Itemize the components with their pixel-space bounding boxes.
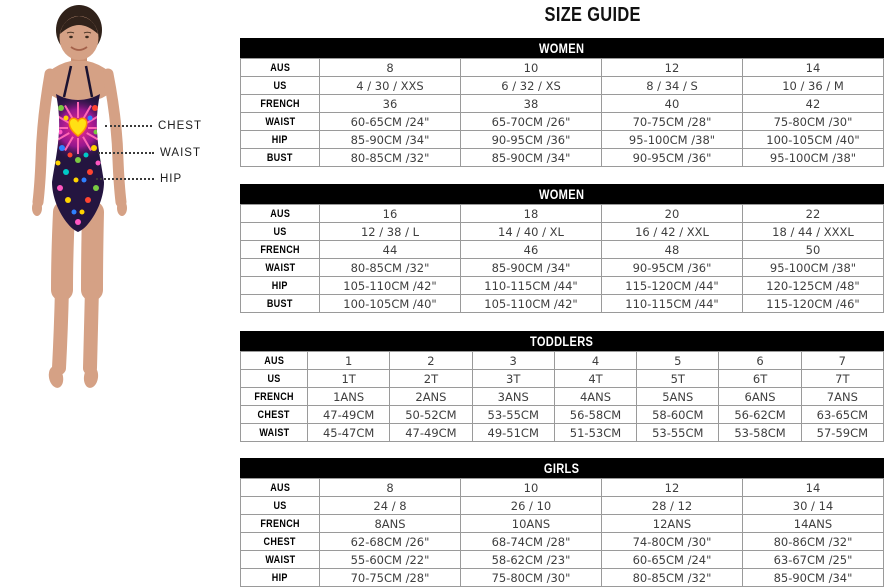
measure-label-waist [98,146,201,160]
size-cell: 65-70CM /26" [461,113,602,131]
table-row [241,406,884,424]
size-cell: 20 [602,205,743,223]
table-row [241,295,884,313]
size-cell: 56-62CM [719,406,801,424]
size-cell: 4T [554,370,636,388]
table-title-bar [240,458,884,478]
row-label: WAIST [241,424,308,442]
size-cell: 8 [320,479,461,497]
size-cell: 75-80CM /30" [461,569,602,587]
row-label: US [241,223,320,241]
table-row [241,77,884,95]
size-cell: 36 [320,95,461,113]
size-cell: 4 / 30 / XXS [320,77,461,95]
table-row [241,370,884,388]
row-label: HIP [241,131,320,149]
size-cell: 100-105CM /40" [743,131,884,149]
table-row [241,277,884,295]
row-label: AUS [241,479,320,497]
table-row [241,59,884,77]
size-cell: 80-86CM /32" [743,533,884,551]
size-cell: 12 [602,479,743,497]
measure-label-hip [96,172,182,186]
row-label: AUS [241,59,320,77]
size-cell: 95-100CM /38" [743,149,884,167]
model-photo [0,0,240,400]
size-cell: 105-110CM /42" [461,295,602,313]
size-cell: 4 [554,352,636,370]
size-cell: 4ANS [554,388,636,406]
size-cell: 7ANS [801,388,883,406]
size-table-women-2 [240,184,884,313]
size-cell: 85-90CM /34" [461,149,602,167]
size-cell: 115-120CM /44" [602,277,743,295]
waist-leader-line [98,152,154,154]
size-cell: 6 [719,352,801,370]
size-cell: 1ANS [308,388,390,406]
size-cell: 63-67CM /25" [743,551,884,569]
table-row [241,388,884,406]
size-cell: 1T [308,370,390,388]
row-label: FRENCH [241,95,320,113]
row-label: AUS [241,205,320,223]
size-table-women-1 [240,38,884,167]
size-cell: 10 / 36 / M [743,77,884,95]
size-grid [240,58,884,167]
size-cell: 24 / 8 [320,497,461,515]
size-cell: 6 / 32 / XS [461,77,602,95]
table-row [241,533,884,551]
size-cell: 47-49CM [308,406,390,424]
row-label: CHEST [241,406,308,424]
size-grid [240,351,884,442]
table-row [241,113,884,131]
row-label: HIP [241,569,320,587]
size-cell: 3 [472,352,554,370]
table-row [241,205,884,223]
size-cell: 40 [602,95,743,113]
measure-label-chest [105,119,202,133]
row-label: BUST [241,295,320,313]
row-label: WAIST [241,113,320,131]
hip-leader-line [96,178,154,180]
size-cell: 90-95CM /36" [461,131,602,149]
table-row [241,95,884,113]
size-cell: 22 [743,205,884,223]
table-title: GIRLS [544,460,580,476]
row-label: FRENCH [241,515,320,533]
size-cell: 6T [719,370,801,388]
size-cell: 80-85CM /32" [320,259,461,277]
size-cell: 30 / 14 [743,497,884,515]
size-cell: 18 / 44 / XXXL [743,223,884,241]
size-cell: 18 [461,205,602,223]
size-cell: 8 [320,59,461,77]
model-head [56,5,102,60]
size-cell: 100-105CM /40" [320,295,461,313]
table-title: TODDLERS [530,333,594,349]
size-cell: 1 [308,352,390,370]
size-cell: 53-58CM [719,424,801,442]
size-cell: 110-115CM /44" [461,277,602,295]
size-cell: 8ANS [320,515,461,533]
size-cell: 16 / 42 / XXL [602,223,743,241]
size-cell: 14 / 40 / XL [461,223,602,241]
table-row [241,352,884,370]
size-cell: 38 [461,95,602,113]
size-cell: 70-75CM /28" [320,569,461,587]
size-cell: 6ANS [719,388,801,406]
table-row [241,149,884,167]
size-cell: 10 [461,479,602,497]
size-cell: 47-49CM [390,424,472,442]
size-cell: 26 / 10 [461,497,602,515]
size-cell: 80-85CM /32" [602,569,743,587]
size-cell: 42 [743,95,884,113]
tables-area [240,38,884,587]
row-label: AUS [241,352,308,370]
size-table-girls-4 [240,458,884,587]
size-cell: 16 [320,205,461,223]
size-cell: 110-115CM /44" [602,295,743,313]
size-cell: 63-65CM [801,406,883,424]
size-grid [240,204,884,313]
size-cell: 120-125CM /48" [743,277,884,295]
row-label: US [241,497,320,515]
size-cell: 46 [461,241,602,259]
size-cell: 55-60CM /22" [320,551,461,569]
size-cell: 12ANS [602,515,743,533]
hip-label: HIP [160,173,183,185]
size-cell: 57-59CM [801,424,883,442]
size-cell: 49-51CM [472,424,554,442]
size-cell: 8 / 34 / S [602,77,743,95]
size-cell: 28 / 12 [602,497,743,515]
table-title-bar [240,38,884,58]
size-cell: 3ANS [472,388,554,406]
size-cell: 53-55CM [472,406,554,424]
size-cell: 51-53CM [554,424,636,442]
row-label: HIP [241,277,320,295]
size-cell: 5T [637,370,719,388]
table-title: WOMEN [539,186,585,202]
table-row [241,131,884,149]
size-cell: 60-65CM /24" [602,551,743,569]
size-cell: 50-52CM [390,406,472,424]
size-cell: 95-100CM /38" [743,259,884,277]
size-cell: 53-55CM [637,424,719,442]
table-row [241,497,884,515]
size-cell: 80-85CM /32" [320,149,461,167]
size-cell: 2T [390,370,472,388]
size-cell: 58-62CM /23" [461,551,602,569]
size-cell: 5ANS [637,388,719,406]
size-cell: 90-95CM /36" [602,149,743,167]
table-title-bar [240,184,884,204]
waist-label: WAIST [160,147,201,159]
table-row [241,479,884,497]
page-title: SIZE GUIDE [544,4,642,26]
table-row [241,241,884,259]
size-cell: 105-110CM /42" [320,277,461,295]
table-row [241,569,884,587]
size-cell: 12 / 38 / L [320,223,461,241]
size-cell: 48 [602,241,743,259]
table-row [241,259,884,277]
size-cell: 10 [461,59,602,77]
row-label: US [241,370,308,388]
table-row [241,551,884,569]
size-table-toddlers-3 [240,331,884,442]
chest-label: CHEST [158,120,202,132]
size-cell: 95-100CM /38" [602,131,743,149]
size-cell: 14 [743,479,884,497]
row-label: WAIST [241,259,320,277]
row-label: CHEST [241,533,320,551]
table-title: WOMEN [539,40,585,56]
row-label: FRENCH [241,241,320,259]
size-cell: 60-65CM /24" [320,113,461,131]
size-cell: 85-90CM /34" [461,259,602,277]
table-row [241,223,884,241]
row-label: BUST [241,149,320,167]
size-cell: 90-95CM /36" [602,259,743,277]
size-cell: 74-80CM /30" [602,533,743,551]
row-label: FRENCH [241,388,308,406]
chest-leader-line [105,125,152,127]
size-cell: 14ANS [743,515,884,533]
size-cell: 12 [602,59,743,77]
size-cell: 75-80CM /30" [743,113,884,131]
size-cell: 50 [743,241,884,259]
size-cell: 58-60CM [637,406,719,424]
size-cell: 5 [637,352,719,370]
size-cell: 68-74CM /28" [461,533,602,551]
size-cell: 7T [801,370,883,388]
size-cell: 62-68CM /26" [320,533,461,551]
row-label: US [241,77,320,95]
size-cell: 14 [743,59,884,77]
size-cell: 85-90CM /34" [320,131,461,149]
size-cell: 56-58CM [554,406,636,424]
table-title-bar [240,331,884,351]
model-figure-area [0,0,240,400]
size-cell: 2ANS [390,388,472,406]
size-cell: 3T [472,370,554,388]
size-cell: 115-120CM /46" [743,295,884,313]
size-cell: 7 [801,352,883,370]
size-cell: 44 [320,241,461,259]
size-grid [240,478,884,587]
table-row [241,515,884,533]
size-cell: 10ANS [461,515,602,533]
size-cell: 45-47CM [308,424,390,442]
table-row [241,424,884,442]
size-cell: 70-75CM /28" [602,113,743,131]
row-label: WAIST [241,551,320,569]
size-cell: 2 [390,352,472,370]
size-cell: 85-90CM /34" [743,569,884,587]
